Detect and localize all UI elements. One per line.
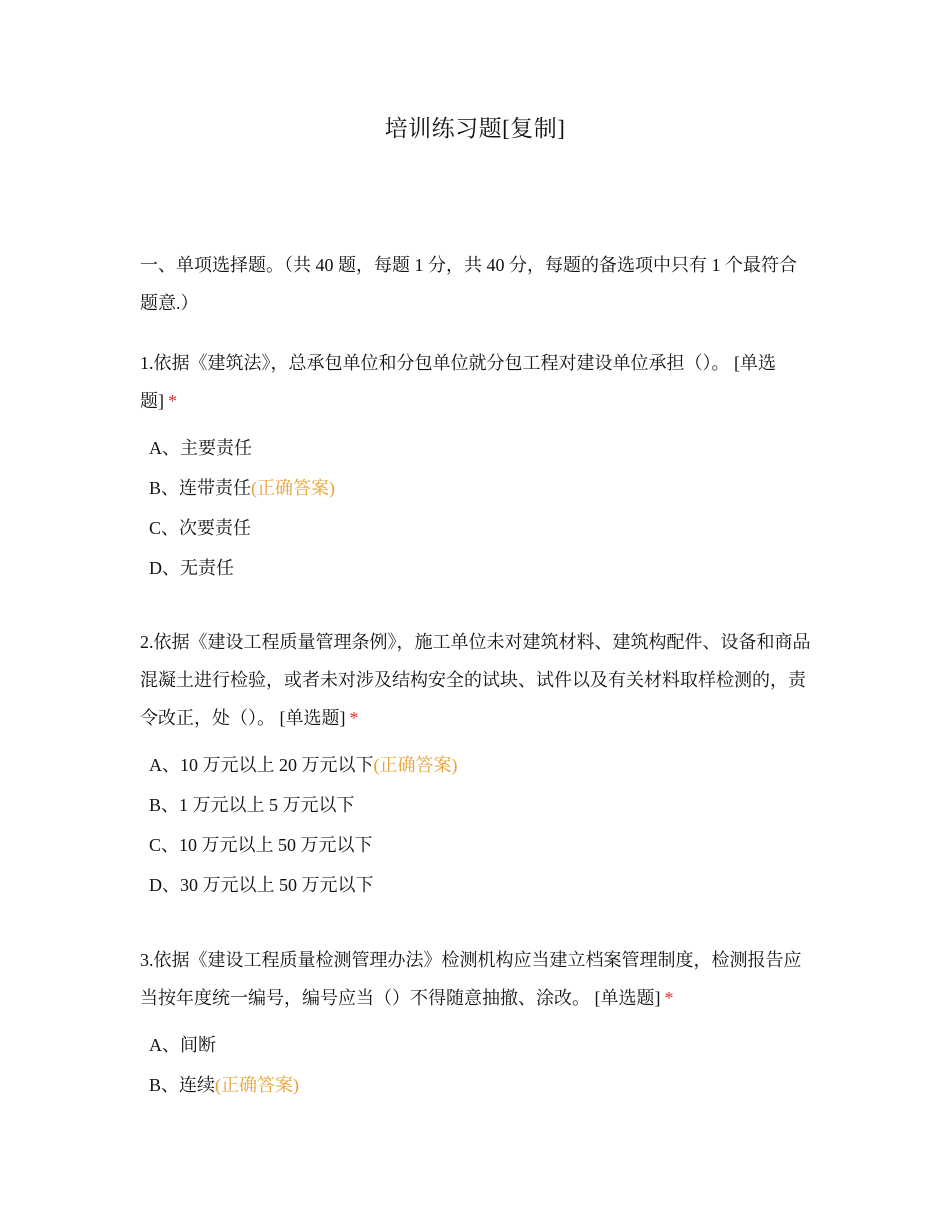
- page-title: 培训练习题[复制]: [384, 116, 566, 141]
- option-b[interactable]: [140, 468, 812, 508]
- option-c[interactable]: [140, 825, 812, 865]
- option-label: B、1 万元以上 5 万元以下: [149, 795, 355, 815]
- required-mark: *: [664, 988, 674, 1008]
- option-d[interactable]: [140, 548, 812, 588]
- option-label: A、间断: [149, 1035, 216, 1055]
- option-label: A、10 万元以上 20 万元以下: [149, 755, 374, 775]
- option-list: [140, 745, 812, 905]
- option-label: D、30 万元以上 50 万元以下: [149, 875, 374, 895]
- option-list: [140, 1025, 812, 1105]
- required-mark: *: [349, 708, 359, 728]
- option-label: C、10 万元以上 50 万元以下: [149, 835, 373, 855]
- option-b[interactable]: [140, 1065, 812, 1105]
- question-text: [140, 941, 812, 1017]
- question-type-tag: [单选题]: [594, 988, 661, 1008]
- option-b[interactable]: [140, 785, 812, 825]
- question-type-tag: [单选题]: [279, 708, 346, 728]
- question-3: [140, 941, 812, 1105]
- question-type-tag: [单选题]: [140, 353, 776, 411]
- option-a[interactable]: [140, 1025, 812, 1065]
- option-d[interactable]: [140, 865, 812, 905]
- option-label: C、次要责任: [149, 518, 252, 538]
- option-c[interactable]: [140, 508, 812, 548]
- required-mark: *: [168, 391, 177, 411]
- option-a[interactable]: [140, 745, 812, 785]
- option-list: [140, 428, 812, 588]
- option-label: B、连带责任: [149, 478, 252, 498]
- question-text: [140, 623, 812, 737]
- question-stem: 1.依据《建筑法》，总承包单位和分包单位就分包工程对建设单位承担（）。: [140, 353, 730, 373]
- correct-answer-marker: (正确答案): [215, 1075, 300, 1095]
- correct-answer-marker: (正确答案): [373, 755, 458, 775]
- question-text: [140, 344, 812, 420]
- option-label: A、主要责任: [149, 438, 252, 458]
- correct-answer-marker: (正确答案): [251, 478, 336, 498]
- question-stem: 2.依据《建设工程质量管理条例》，施工单位未对建筑材料、建筑构配件、设备和商品混凝土进行检验，或者未对涉及结构安全的试块、试件以及有关材料取样检测的，责令改正，处（）。: [140, 632, 811, 728]
- option-label: D、无责任: [149, 558, 234, 578]
- question-stem: 3.依据《建设工程质量检测管理办法》检测机构应当建立档案管理制度，检测报告应当按年度统一编号，编号应当（）不得随意抽撤、涂改。: [140, 950, 802, 1008]
- question-1: [140, 344, 812, 588]
- option-a[interactable]: [140, 428, 812, 468]
- option-label: B、连续: [149, 1075, 216, 1095]
- section-heading: 一、单项选择题。（共 40 题，每题 1 分，共 40 分，每题的备选项中只有 1 个最符合题意.）: [140, 255, 797, 313]
- question-2: [140, 623, 812, 905]
